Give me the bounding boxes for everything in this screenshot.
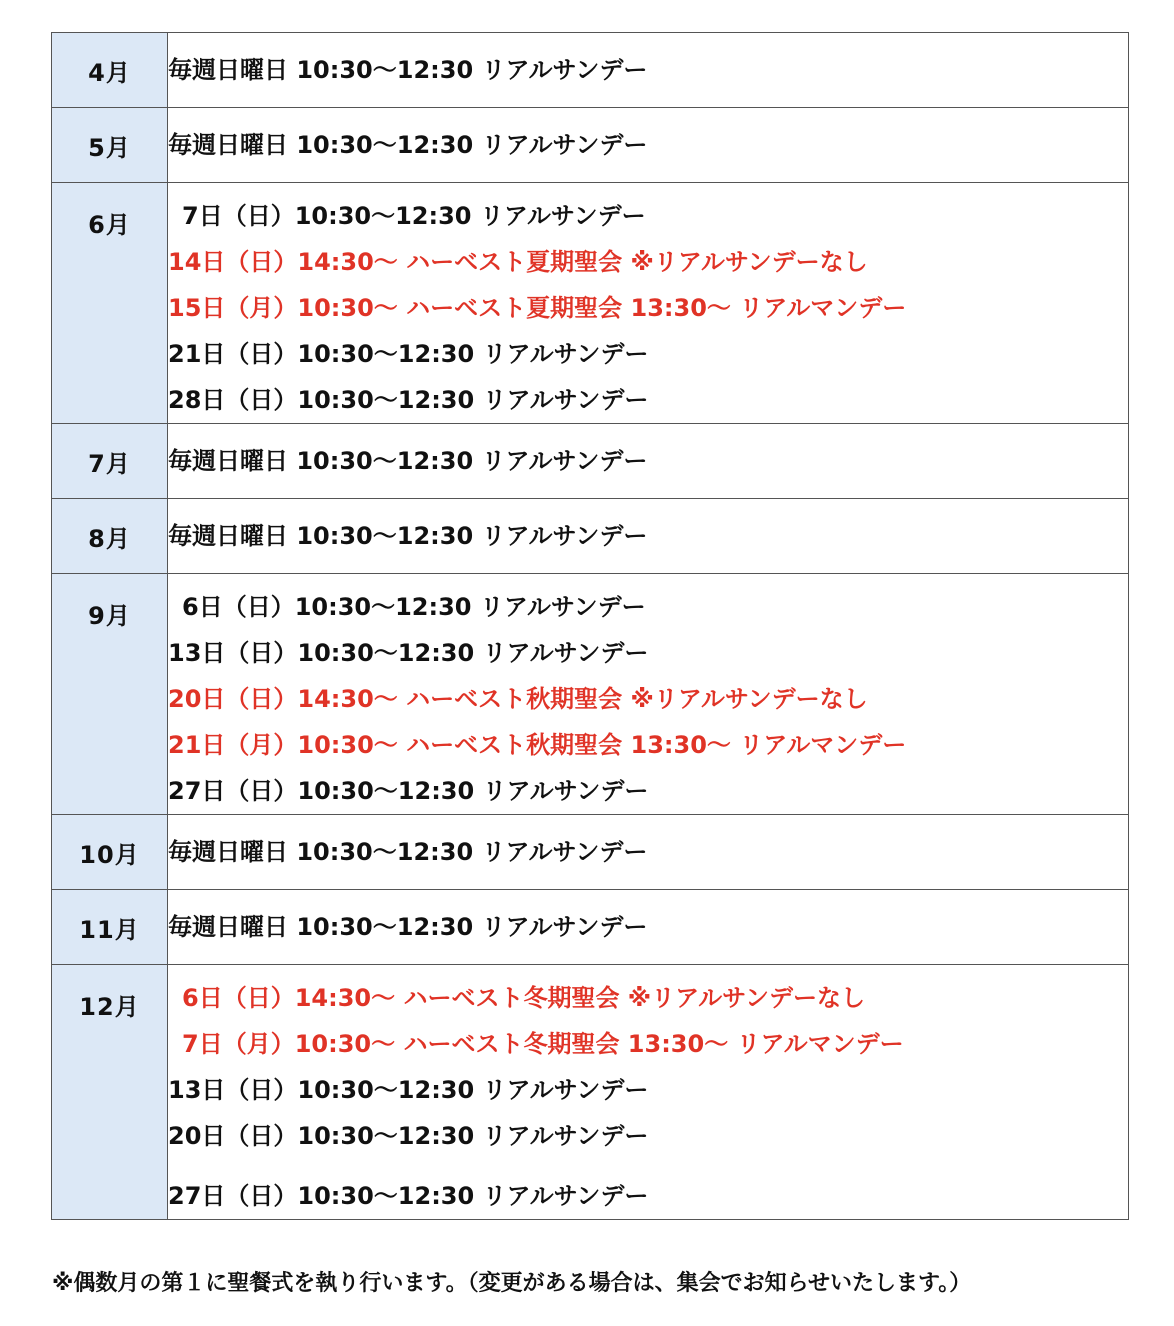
event-line-highlight: 20日（日）14:30〜 ハーベスト秋期聖会 ※リアルサンデーなし	[168, 685, 868, 713]
event-line: 7日（日）10:30〜12:30 リアルサンデー	[182, 202, 646, 230]
schedule-detail-cell	[168, 33, 1129, 108]
event-line-highlight: 6日（日）14:30〜 ハーベスト冬期聖会 ※リアルサンデーなし	[182, 984, 865, 1012]
event-line: 毎週日曜日 10:30〜12:30 リアルサンデー	[168, 838, 648, 866]
month-cell: 11月	[52, 890, 168, 965]
schedule-row	[52, 424, 1129, 499]
schedule-body	[52, 33, 1129, 1220]
month-cell: 7月	[52, 424, 168, 499]
event-line: 毎週日曜日 10:30〜12:30 リアルサンデー	[168, 522, 648, 550]
schedule-row	[52, 815, 1129, 890]
event-line-highlight: 7日（月）10:30〜 ハーベスト冬期聖会 13:30〜 リアルマンデー	[182, 1030, 904, 1058]
event-line: 21日（日）10:30〜12:30 リアルサンデー	[168, 340, 649, 368]
schedule-detail-cell	[168, 499, 1129, 574]
schedule-detail-cell	[168, 890, 1129, 965]
schedule-detail-cell	[168, 424, 1129, 499]
month-cell: 5月	[52, 108, 168, 183]
event-line: 13日（日）10:30〜12:30 リアルサンデー	[168, 639, 649, 667]
event-line-highlight: 21日（月）10:30〜 ハーベスト秋期聖会 13:30〜 リアルマンデー	[168, 731, 907, 759]
event-line: 毎週日曜日 10:30〜12:30 リアルサンデー	[168, 913, 648, 941]
schedule-row	[52, 183, 1129, 424]
schedule-row	[52, 965, 1129, 1220]
schedule-detail-cell	[168, 574, 1129, 815]
event-line: 20日（日）10:30〜12:30 リアルサンデー	[168, 1122, 649, 1150]
schedule-row	[52, 499, 1129, 574]
month-cell: 12月	[52, 965, 168, 1220]
event-line-highlight: 14日（日）14:30〜 ハーベスト夏期聖会 ※リアルサンデーなし	[168, 248, 868, 276]
event-line: 13日（日）10:30〜12:30 リアルサンデー	[168, 1076, 649, 1104]
schedule-detail-cell	[168, 108, 1129, 183]
schedule-detail-cell	[168, 965, 1129, 1220]
event-line: 毎週日曜日 10:30〜12:30 リアルサンデー	[168, 131, 648, 159]
event-line: 毎週日曜日 10:30〜12:30 リアルサンデー	[168, 56, 648, 84]
month-cell: 9月	[52, 574, 168, 815]
schedule-row	[52, 108, 1129, 183]
schedule-table	[51, 32, 1129, 1220]
event-line: 毎週日曜日 10:30〜12:30 リアルサンデー	[168, 447, 648, 475]
month-cell: 8月	[52, 499, 168, 574]
event-line-highlight: 15日（月）10:30〜 ハーベスト夏期聖会 13:30〜 リアルマンデー	[168, 294, 907, 322]
schedule-detail-cell	[168, 815, 1129, 890]
event-line: 6日（日）10:30〜12:30 リアルサンデー	[182, 593, 646, 621]
footnote: ※偶数月の第１に聖餐式を執り行います。（変更がある場合は、集会でお知らせいたします。）	[52, 1271, 972, 1296]
event-line: 27日（日）10:30〜12:30 リアルサンデー	[168, 777, 649, 805]
event-line: 27日（日）10:30〜12:30 リアルサンデー	[168, 1182, 649, 1210]
month-cell: 10月	[52, 815, 168, 890]
schedule-row	[52, 33, 1129, 108]
month-cell: 6月	[52, 183, 168, 424]
event-line: 28日（日）10:30〜12:30 リアルサンデー	[168, 386, 649, 414]
schedule-row	[52, 574, 1129, 815]
month-cell: 4月	[52, 33, 168, 108]
schedule-row	[52, 890, 1129, 965]
schedule-detail-cell	[168, 183, 1129, 424]
